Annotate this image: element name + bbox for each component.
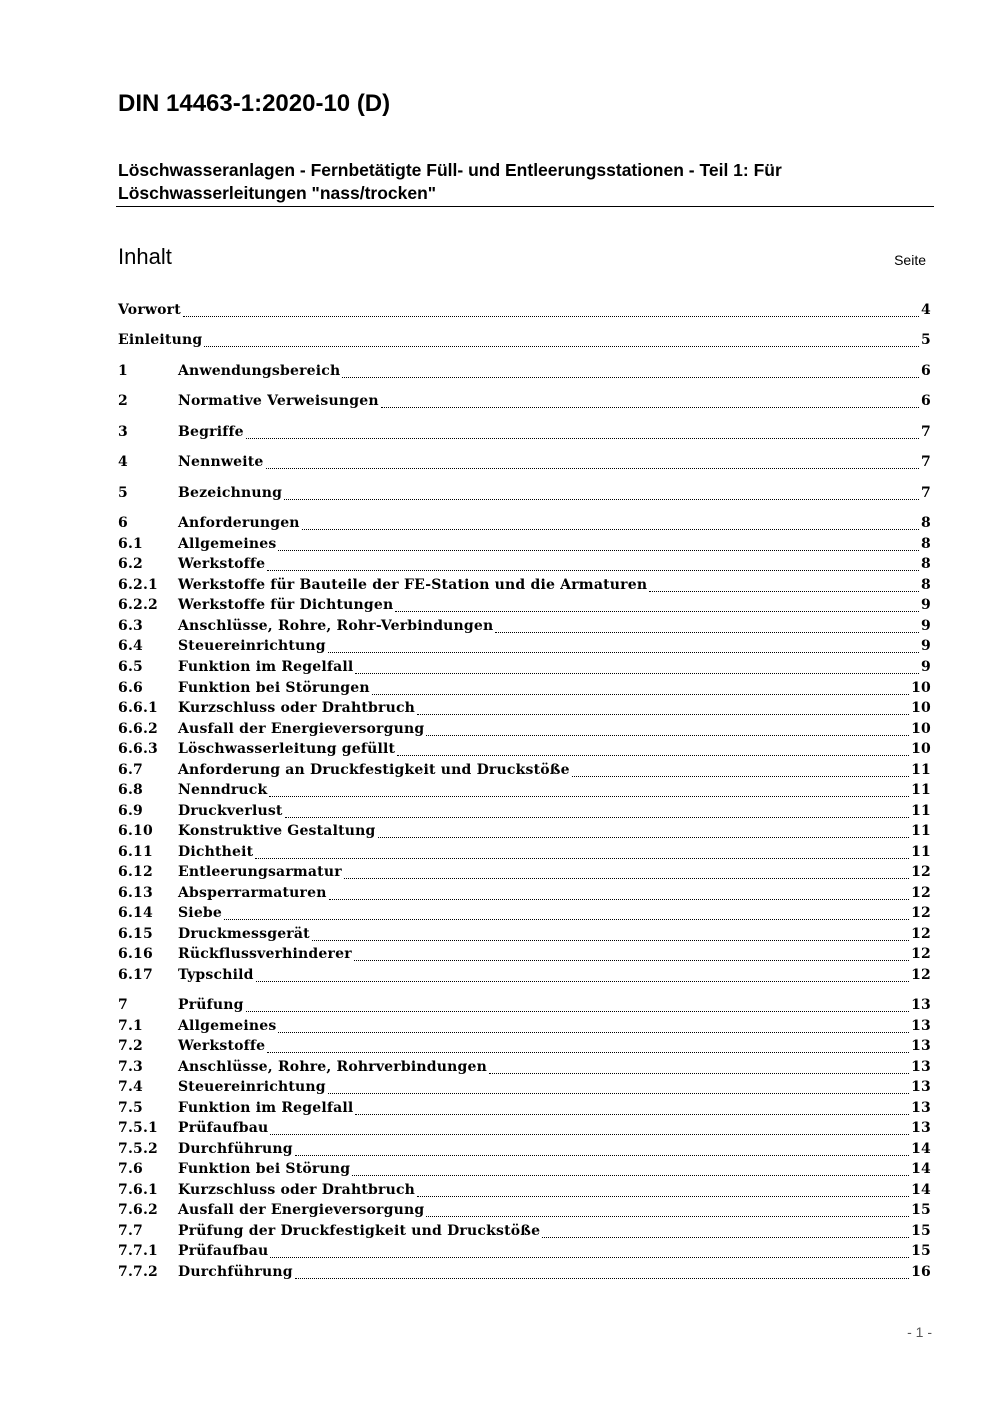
- toc-entry-number: 4: [118, 454, 128, 470]
- toc-entry-title: Allgemeines: [178, 536, 277, 552]
- toc-entry-number: 6.12: [118, 864, 153, 880]
- document-subtitle: Löschwasseranlagen - Fernbetätigte Füll- und Entleerungsstationen - Teil 1: Für Löschwasserleitungen "nass/trocken": [118, 160, 782, 203]
- toc-entry-page: 12: [911, 926, 931, 942]
- toc-leader-dots: [295, 1154, 909, 1156]
- toc-entry-number: 6.13: [118, 885, 153, 901]
- toc-entry-page: 11: [911, 844, 931, 860]
- toc-entry-title: Allgemeines: [178, 1018, 277, 1034]
- toc-entry-page: 10: [911, 680, 931, 696]
- toc-entry-number: 7.6: [118, 1161, 143, 1177]
- toc-entry[interactable]: [118, 363, 931, 383]
- toc-entry-number: 7.7.1: [118, 1243, 158, 1259]
- toc-entry-number: 7: [118, 997, 128, 1013]
- page-column-label: Seite: [894, 252, 926, 268]
- toc-entry-title: Prüfaufbau: [178, 1120, 269, 1136]
- toc-entry-number: 6.6.3: [118, 741, 158, 757]
- toc-entry-page: 11: [911, 803, 931, 819]
- toc-entry-number: Vorwort: [118, 302, 181, 318]
- toc-leader-dots: [352, 1174, 909, 1176]
- toc-entry-page: 9: [921, 618, 931, 634]
- toc-entry-title: Werkstoffe für Dichtungen: [178, 597, 394, 613]
- toc-leader-dots: [302, 528, 919, 530]
- toc-entry-page: 14: [911, 1182, 931, 1198]
- toc-entry-page: 11: [911, 823, 931, 839]
- toc-entry[interactable]: [118, 1120, 931, 1140]
- toc-entry[interactable]: [118, 864, 931, 884]
- toc-entry[interactable]: [118, 332, 931, 352]
- toc-entry-number: 6.16: [118, 946, 153, 962]
- toc-entry-title: Begriffe: [178, 424, 244, 440]
- toc-entry-page: 15: [911, 1223, 931, 1239]
- toc-entry-title: Siebe: [178, 905, 223, 921]
- toc-entry-title: Anforderung an Druckfestigkeit und Druckstöße: [178, 762, 570, 778]
- toc-entry-number: 7.6.2: [118, 1202, 158, 1218]
- toc-entry[interactable]: [118, 926, 931, 946]
- toc-entry-number: 6.11: [118, 844, 153, 860]
- toc-entry-number: 6.10: [118, 823, 153, 839]
- toc-entry-page: 9: [921, 638, 931, 654]
- toc-entry-title: Typschild: [178, 967, 254, 983]
- toc-entry-title: Durchführung: [178, 1264, 293, 1280]
- toc-entry[interactable]: [118, 1100, 931, 1120]
- toc-entry-page: 12: [911, 967, 931, 983]
- toc-leader-dots: [542, 1236, 909, 1238]
- toc-leader-dots: [355, 1113, 909, 1115]
- toc-entry[interactable]: [118, 424, 931, 444]
- toc-entry-page: 11: [911, 762, 931, 778]
- toc-entry[interactable]: [118, 577, 931, 597]
- toc-entry[interactable]: [118, 803, 931, 823]
- toc-entry-title: Werkstoffe: [178, 1038, 266, 1054]
- toc-leader-dots: [278, 1031, 909, 1033]
- toc-entry[interactable]: [118, 721, 931, 741]
- toc-entry[interactable]: [118, 905, 931, 925]
- toc-entry-page: 7: [921, 454, 931, 470]
- toc-entry-title: Anforderungen: [178, 515, 300, 531]
- toc-leader-dots: [329, 898, 909, 900]
- toc-leader-dots: [267, 569, 919, 571]
- toc-leader-dots: [378, 836, 910, 838]
- toc-entry-number: 6.15: [118, 926, 153, 942]
- toc-leader-dots: [266, 467, 920, 469]
- toc-leader-dots: [269, 795, 909, 797]
- toc-entry[interactable]: [118, 782, 931, 802]
- toc-entry-page: 6: [921, 363, 931, 379]
- toc-entry-number: 7.7.2: [118, 1264, 158, 1280]
- toc-entry-title: Werkstoffe: [178, 556, 266, 572]
- toc-entry-number: 7.7: [118, 1223, 143, 1239]
- toc-leader-dots: [372, 693, 909, 695]
- toc-entry-number: 6.14: [118, 905, 153, 921]
- toc-entry-page: 7: [921, 424, 931, 440]
- toc-entry-number: 6.6: [118, 680, 143, 696]
- toc-entry-title: Konstruktive Gestaltung: [178, 823, 376, 839]
- toc-entry-title: Anwendungsbereich: [178, 363, 341, 379]
- toc-entry[interactable]: [118, 1264, 931, 1284]
- toc-leader-dots: [344, 877, 909, 879]
- toc-entry[interactable]: [118, 885, 931, 905]
- toc-entry[interactable]: [118, 1079, 931, 1099]
- toc-leader-dots: [342, 376, 919, 378]
- toc-entry-page: 14: [911, 1141, 931, 1157]
- toc-entry-number: 7.5.1: [118, 1120, 158, 1136]
- toc-entry-title: Nennweite: [178, 454, 264, 470]
- toc-entry-page: 12: [911, 946, 931, 962]
- document-title: DIN 14463-1:2020-10 (D): [118, 90, 391, 117]
- toc-entry[interactable]: [118, 762, 931, 782]
- toc-entry-page: 8: [921, 515, 931, 531]
- toc-entry-number: Einleitung: [118, 332, 203, 348]
- toc-entry-page: 13: [911, 1018, 931, 1034]
- toc-entry-title: Rückflussverhinderer: [178, 946, 352, 962]
- toc-entry-page: 4: [921, 302, 931, 318]
- toc-entry-number: 6.8: [118, 782, 143, 798]
- toc-entry-title: Kurzschluss oder Drahtbruch: [178, 1182, 416, 1198]
- toc-entry-number: 6.6.1: [118, 700, 158, 716]
- toc-entry-title: Funktion im Regelfall: [178, 1100, 354, 1116]
- toc-entry-page: 15: [911, 1243, 931, 1259]
- toc-entry-page: 9: [921, 659, 931, 675]
- toc-leader-dots: [270, 1133, 909, 1135]
- toc-leader-dots: [224, 918, 909, 920]
- toc-entry-title: Funktion bei Störungen: [178, 680, 370, 696]
- toc-entry[interactable]: [118, 515, 931, 535]
- toc-leader-dots: [204, 345, 919, 347]
- toc-entry[interactable]: [118, 1182, 931, 1202]
- toc-entry-title: Prüfaufbau: [178, 1243, 269, 1259]
- toc-leader-dots: [572, 775, 909, 777]
- toc-entry-title: Prüfung: [178, 997, 244, 1013]
- toc-entry-number: 7.5: [118, 1100, 143, 1116]
- toc-entry-number: 6: [118, 515, 128, 531]
- page-number: - 1 -: [907, 1324, 932, 1340]
- toc-entry-number: 7.5.2: [118, 1141, 158, 1157]
- toc-leader-dots: [270, 1256, 909, 1258]
- toc-entry[interactable]: [118, 659, 931, 679]
- toc-leader-dots: [417, 1195, 909, 1197]
- toc-entry-title: Durchführung: [178, 1141, 293, 1157]
- toc-entry[interactable]: [118, 700, 931, 720]
- toc-entry-number: 6.7: [118, 762, 143, 778]
- toc-entry-page: 5: [921, 332, 931, 348]
- toc-leader-dots: [649, 590, 919, 592]
- toc-entry[interactable]: [118, 967, 931, 987]
- toc-entry-number: 6.1: [118, 536, 143, 552]
- toc-entry-title: Anschlüsse, Rohre, Rohr-Verbindungen: [178, 618, 494, 634]
- toc-entry-number: 5: [118, 485, 128, 501]
- toc-entry-title: Normative Verweisungen: [178, 393, 379, 409]
- toc-entry[interactable]: [118, 1223, 931, 1243]
- toc-leader-dots: [381, 406, 919, 408]
- toc-leader-dots: [278, 549, 919, 551]
- toc-leader-dots: [489, 1072, 909, 1074]
- toc-entry-page: 8: [921, 556, 931, 572]
- toc-leader-dots: [256, 980, 909, 982]
- toc-leader-dots: [312, 939, 909, 941]
- toc-heading: Inhalt: [118, 244, 172, 269]
- toc-entry-number: 6.9: [118, 803, 143, 819]
- toc-entry-number: 7.4: [118, 1079, 143, 1095]
- toc-entry-number: 6.17: [118, 967, 153, 983]
- toc-entry-title: Kurzschluss oder Drahtbruch: [178, 700, 416, 716]
- toc-entry-page: 11: [911, 782, 931, 798]
- toc-entry-number: 2: [118, 393, 128, 409]
- toc-entry-page: 12: [911, 864, 931, 880]
- toc-entry[interactable]: [118, 1202, 931, 1222]
- toc-entry-page: 9: [921, 597, 931, 613]
- toc-entry-title: Bezeichnung: [178, 485, 283, 501]
- toc-entry[interactable]: [118, 302, 931, 322]
- toc-entry-page: 13: [911, 1100, 931, 1116]
- toc-entry-page: 8: [921, 577, 931, 593]
- toc-entry-number: 7.1: [118, 1018, 143, 1034]
- toc-leader-dots: [255, 857, 909, 859]
- toc-leader-dots: [246, 1010, 909, 1012]
- toc-entry-number: 6.5: [118, 659, 143, 675]
- toc-entry[interactable]: [118, 1141, 931, 1161]
- toc-entry-number: 3: [118, 424, 128, 440]
- toc-leader-dots: [246, 437, 919, 439]
- toc-leader-dots: [295, 1277, 909, 1279]
- toc-entry[interactable]: [118, 823, 931, 843]
- toc-leader-dots: [417, 713, 909, 715]
- toc-entry-page: 13: [911, 1120, 931, 1136]
- toc-entry-title: Löschwasserleitung gefüllt: [178, 741, 396, 757]
- toc-entry[interactable]: [118, 1018, 931, 1038]
- toc-entry[interactable]: [118, 638, 931, 658]
- toc-leader-dots: [426, 1215, 909, 1217]
- toc-entry-number: 6.2.2: [118, 597, 158, 613]
- toc-entry-page: 7: [921, 485, 931, 501]
- toc-entry[interactable]: [118, 1038, 931, 1058]
- toc-entry-title: Werkstoffe für Bauteile der FE-Station und die Armaturen: [178, 577, 648, 593]
- toc-entry-title: Ausfall der Energieversorgung: [178, 1202, 425, 1218]
- toc-entry-page: 10: [911, 721, 931, 737]
- toc-entry-page: 12: [911, 885, 931, 901]
- toc-entry[interactable]: [118, 393, 931, 413]
- toc-entry[interactable]: [118, 536, 931, 556]
- toc-entry-number: 6.4: [118, 638, 143, 654]
- toc-entry-title: Funktion im Regelfall: [178, 659, 354, 675]
- toc-entry[interactable]: [118, 1161, 931, 1181]
- toc-entry-title: Anschlüsse, Rohre, Rohrverbindungen: [178, 1059, 487, 1075]
- toc-entry-page: 14: [911, 1161, 931, 1177]
- toc-leader-dots: [328, 1092, 909, 1094]
- toc-entry-number: 6.3: [118, 618, 143, 634]
- toc-entry[interactable]: [118, 1059, 931, 1079]
- toc-entry-number: 6.2: [118, 556, 143, 572]
- toc-entry[interactable]: [118, 946, 931, 966]
- toc-entry-number: 7.2: [118, 1038, 143, 1054]
- toc-leader-dots: [354, 959, 909, 961]
- toc-entry-number: 6.2.1: [118, 577, 158, 593]
- toc-entry-title: Druckmessgerät: [178, 926, 310, 942]
- toc-entry[interactable]: [118, 556, 931, 576]
- toc-entry-number: 7.6.1: [118, 1182, 158, 1198]
- toc-leader-dots: [285, 816, 910, 818]
- toc-leader-dots: [267, 1051, 909, 1053]
- toc-entry[interactable]: [118, 741, 931, 761]
- toc-entry-page: 13: [911, 1038, 931, 1054]
- toc-leader-dots: [328, 651, 919, 653]
- toc-entry-title: Steuereinrichtung: [178, 1079, 326, 1095]
- toc-entry-number: 1: [118, 363, 128, 379]
- toc-entry-title: Druckverlust: [178, 803, 283, 819]
- toc-entry-page: 8: [921, 536, 931, 552]
- toc-entry-title: Dichtheit: [178, 844, 254, 860]
- toc-leader-dots: [397, 754, 909, 756]
- toc-entry-page: 13: [911, 1059, 931, 1075]
- toc-entry[interactable]: [118, 1243, 931, 1263]
- toc-entry-title: Ausfall der Energieversorgung: [178, 721, 425, 737]
- toc-entry[interactable]: [118, 844, 931, 864]
- toc-leader-dots: [284, 498, 919, 500]
- toc-entry-number: 7.3: [118, 1059, 143, 1075]
- toc-entry[interactable]: [118, 618, 931, 638]
- toc-entry[interactable]: [118, 485, 931, 505]
- toc-entry-page: 6: [921, 393, 931, 409]
- toc-entry[interactable]: [118, 597, 931, 617]
- toc-leader-dots: [183, 315, 919, 317]
- toc-entry-title: Absperrarmaturen: [178, 885, 327, 901]
- toc-entry-title: Entleerungsarmatur: [178, 864, 342, 880]
- toc-entry-page: 13: [911, 997, 931, 1013]
- toc-entry-page: 10: [911, 700, 931, 716]
- toc-entry-page: 13: [911, 1079, 931, 1095]
- toc-entry-page: 12: [911, 905, 931, 921]
- toc-entry[interactable]: [118, 454, 931, 474]
- toc-entry-page: 10: [911, 741, 931, 757]
- toc-entry-number: 6.6.2: [118, 721, 158, 737]
- toc-leader-dots: [355, 672, 919, 674]
- toc-entry-title: Nenndruck: [178, 782, 268, 798]
- toc-entry-page: 15: [911, 1202, 931, 1218]
- toc-leader-dots: [495, 631, 919, 633]
- toc-entry-page: 16: [911, 1264, 931, 1280]
- toc-leader-dots: [426, 734, 909, 736]
- toc-leader-dots: [395, 610, 919, 612]
- toc-entry[interactable]: [118, 680, 931, 700]
- toc-entry-title: Steuereinrichtung: [178, 638, 326, 654]
- toc-entry[interactable]: [118, 997, 931, 1017]
- toc-entry-title: Prüfung der Druckfestigkeit und Druckstöße: [178, 1223, 541, 1239]
- toc-entry-title: Funktion bei Störung: [178, 1161, 351, 1177]
